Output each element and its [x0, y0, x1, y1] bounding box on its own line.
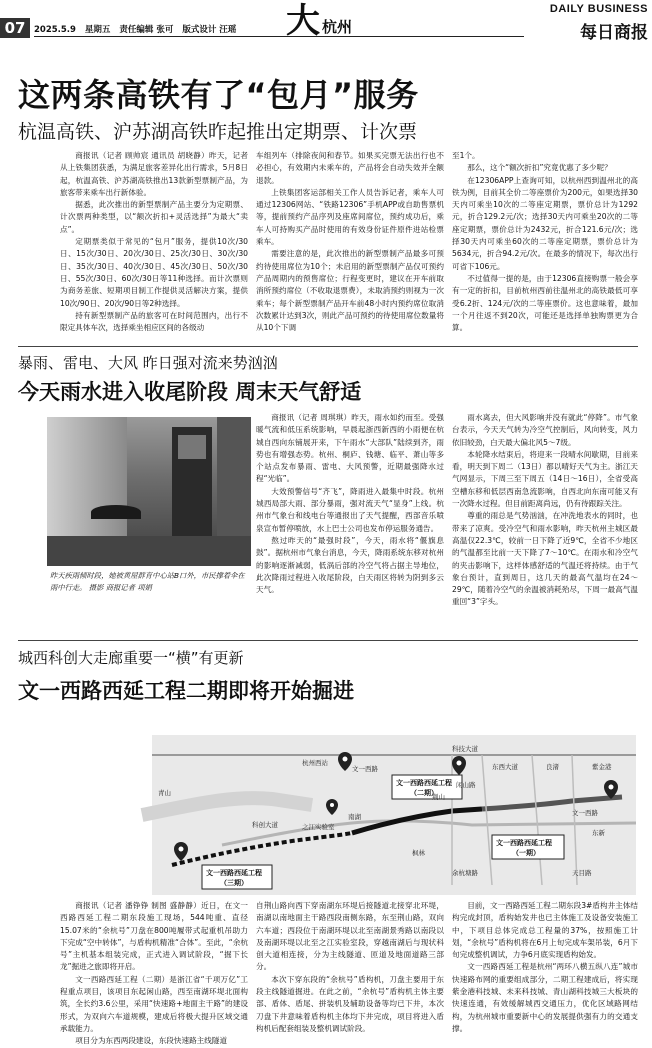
article3-col1	[60, 900, 248, 1046]
map-place-label: 东新	[592, 829, 605, 837]
paper-name-en: DAILY BUSINESS	[549, 3, 648, 15]
paragraph: 车组列车（排除夜间和春节。如果买完票无法出行也不必担心，有效期内未乘车的，产品将会自动失效并全额退款。	[256, 151, 444, 185]
map-road-label: 天目路	[572, 869, 592, 877]
map-place-label: 枫林	[412, 849, 425, 857]
map-place-label: 荆山	[432, 793, 445, 801]
map-road-label: 闲山路	[456, 781, 476, 789]
paragraph: 目前，文一西路西延工程二期东段3#盾构井主体结构完成封顶，盾构始发井也已主体施工及设备安装施工中，下项目总体完成总工程量的37%，按照施工计划，“余杭号”盾构机将在6月上旬完成车架吊装，6月下旬完成整机调试，力争6月底实现盾构始发。	[452, 901, 638, 960]
station-sign-shape	[172, 427, 212, 547]
map-road-label: 东西大道	[492, 763, 518, 771]
map-place-label: 杭州西站	[302, 759, 328, 767]
map-place-label: 良渚	[546, 763, 559, 771]
map-place-label: 之江实验室	[302, 823, 335, 831]
map-place-label: 青山	[158, 789, 171, 797]
paragraph: 上铁集团客运部相关工作人员告诉记者，乘车人可通过12306网站、“铁路12306”手机APP或自助售票机等，提前预约产品序列及座席间席位，预约成功后，乘车人可持购买产品时使用的有效身份证件原件进站检票乘车。	[256, 187, 444, 247]
paragraph: 商报讯（记者 顾帅宸 通讯员 胡晓静）昨天，记者从上铁集团获悉，为满足旅客差异化出行需求，5月8日起，杭温高铁、沪苏湖高铁推出13款新型票制产品，为旅客带来乘车出行新体验。	[60, 151, 248, 197]
paragraph: 那么，这个“额次折扣”究竟优惠了多少呢？	[467, 163, 612, 173]
section-city: 杭州	[322, 18, 353, 36]
article2-col1	[256, 412, 444, 632]
paper-name-cn: 每日商报	[580, 23, 648, 43]
section-divider	[18, 640, 638, 641]
umbrella-shape	[91, 505, 141, 519]
article2-title: 今天雨水进入收尾阶段 周末天气舒适	[18, 380, 362, 404]
wet-ground-shape	[47, 536, 251, 566]
map-place-label: 紫金港	[592, 763, 612, 771]
phase2-label-line1: 文一西路西延工程	[396, 779, 452, 787]
paragraph: 持有新型票制产品的旅客可在时间范围内，出行不限定具体车次，选择乘坐相应区间的各级动	[60, 310, 248, 333]
phase3-label-line2: （三期）	[220, 879, 248, 887]
phase1-label-line1: 文一西路西延工程	[496, 839, 552, 847]
weekday: 星期五	[84, 25, 111, 35]
article1-col3	[452, 150, 638, 340]
page-number: 07	[0, 18, 30, 38]
map-road-label: 科技大道	[452, 745, 478, 753]
article1-col2	[256, 150, 444, 340]
map-place-label: 南湖	[348, 813, 361, 821]
phase1-label-line2: （一期）	[512, 849, 540, 857]
paragraph: 文一西路西延工程是杭州“两环八横五纵八连”城市快速路布网的重要组成部分，二期工程建成后，将实现紫金港科技城、未来科技城、青山湖科技城三大板块的快速连通，有效缓解城西交通压力，优化区域路网结构，为杭州城市重要新中心的发展提供强有力的交通支撑。	[452, 962, 638, 1033]
paragraph: 自荆山路向西下穿南湖东环堤后接隧道北接穿北环堤，南湖以南地面主干路西段南侧东路，东至荆山路，双向六车道；西段位于南湖环堤以北至南湖景秀路以南段以及南湖环堤以北至之江实验室段，穿越南湖后与现状科创大道相连接，分为主线隧道、匝道及地面道路三部分。	[256, 901, 444, 972]
map-road-label: 科创大道	[252, 821, 278, 829]
article3-title: 文一西路西延工程二期即将开始掘进	[18, 679, 354, 703]
paragraph: 商报讯（记者 周琪琪）昨天，雨水如约而至。受强暖气流和低压系统影响，早晨起浙西新西的小雨便在杭城自西向东铺展开来，下午雨水“大部队”陆续到齐，雨势也有增强态势。杭州、桐庐、钱塘、临平、萧山等多个站点发布暴雨、雷电、大风预警，近期最强降水过程“光临”。	[256, 413, 444, 484]
paragraph: 据悉，此次推出的新型票制产品主要分为定期票、计次票两种类型，以“额次折扣+灵活选择”为最大“卖点”。	[60, 200, 248, 234]
route-map-svg	[152, 735, 636, 895]
paragraph: 项目分为东西两段建设，东段快速路主线隧道	[75, 1036, 228, 1046]
masthead-char: 大	[286, 1, 320, 41]
article3-kicker: 城西科创大走廊重要一“横”有更新	[18, 649, 244, 667]
paragraph: 需要注意的是，此次推出的新型票制产品最多可预约待使用席位为10个；未启用的新型票制产品仅可预约产品周期内的预售席位；行程变更时，建议在开车前取消所预约席位（不收取退票费），未取消预约则视为一次乘车；每个新型票制产品开车前48小时内预约席位取消次数累计达到3次，则此产品可预约的待使用席位数量将从10个下调	[256, 249, 444, 333]
paragraph: 不过值得一提的是，由于12306直接购票一般会享有一定的折扣，目前杭州西前往温州北的高铁最低可享受6.2折、124元/次的二等座票价。这也意味着，最加一个月往返不到20次，可能还是选择单独购票更为合算。	[452, 273, 638, 333]
phase2-label-line2: （二期）	[410, 789, 438, 797]
issue-date: 2025.5.9	[34, 25, 76, 35]
paragraph: 本次下穿东段的“余杭号”盾构机，刀盘主要用于东段主线隧道掘进。在此之前，“余杭号”盾构机主体主要部、盾体、盾尾、拼装机及辅助设备等均已下井，本次刀盘下井意味着盾构机主体均下井完成，项目将进入盾构机后配套组装及整机调试阶段。	[256, 974, 444, 1033]
designer-credit: 版式设计 汪瑶	[182, 25, 237, 35]
section-divider	[18, 346, 638, 347]
article3-col2	[256, 900, 444, 1033]
article1-subtitle: 杭温高铁、沪苏湖高铁昨起推出定期票、计次票	[18, 121, 418, 143]
article3-col3	[452, 900, 638, 1033]
photo-caption: 昨天疾雨倾时段，她被黄屋群育中心站B口外，市民撑着伞在雨中行走。 摄影 商报记者 项娟	[50, 571, 245, 592]
header-rule	[34, 36, 524, 37]
map-road-label: 文一西路	[572, 809, 598, 817]
page-header	[0, 0, 652, 46]
map-road-label: 余杭塘路	[452, 869, 478, 877]
article1-col1	[60, 150, 248, 340]
paragraph: 雨水离去，但大风影响并没有就此“停降”。市气象台表示，今天天气转为冷空气控制后，风向转变，风力依旧较劲，白天最大偏北风5～7级。	[452, 413, 638, 447]
article1-title: 这两条高铁有了“包月”服务	[18, 76, 419, 114]
paragraph: 文一西路西延工程（二期）是浙江省“千项万亿”工程重点项目，该项目东起闲山路，西至南湖环堤北面构筑，全长约3.6公里，采用“快速路+地面主干路”的建设形式，为双向六车道规模，建成后将极大提升区域交通承载能力。	[60, 974, 248, 1033]
article2-kicker: 暴雨、雷电、大风 昨日强对流来势汹汹	[18, 354, 278, 372]
paragraph: 在12306APP上查询可知，以杭州西到温州北的高铁为例，目前其全价二等座票价为200元，如果选择30天内可乘坐10次的二等座定期票，票价总计为1292元，折合129.2元/次；选择30天内可乘坐20次的二等座定期票，票价总计为2432元，折合121.6元/次；选择30天内可乘坐60次的二等座定期票，票价总计为5634元，折合94.2元/次。在最多的情况下，每次出行可省下106元。	[452, 175, 638, 271]
paragraph: 尊重的雨总是气势汹汹，在冲洗地表水的同时，也带来了凉爽。受冷空气和雨水影响，昨天杭州主城区最高温仅22.3℃，较前一日下降了近9℃，全省不少地区的气温都至比前一天下降了7～10℃。在雨水和冷空气的夹击影响下，这样体感舒适的气温还将持续。由于气象台预计，直到周日，这几天的最高气温均在24～29℃，随着冷空气的余温被消耗殆尽，下周一最高气温重回“3”字头。	[452, 511, 638, 607]
article2-col2	[452, 412, 638, 632]
phase3-label-line1: 文一西路西延工程	[206, 869, 262, 877]
header-meta	[34, 23, 242, 35]
route-map	[152, 735, 636, 895]
paragraph: 至1个。	[452, 151, 480, 160]
paragraph: 商报讯（记者 潘铮铮 制图 盛静静）近日，在文一西路西延工程二期东段施工现场，544吨重、直径15.07米的“余杭号”刀盘在800吨履带式起重机吊助力下完成“空中转体”，与盾构机精准“合体”。至此，“余杭号”主机基本组装完成，正式进入调试阶段，“掘下长龙”掘进之旅即将开启。	[60, 901, 248, 972]
map-road-label: 文一西路	[352, 765, 378, 773]
paragraph: 大效预警信号“齐飞”，降雨进入最集中时段。杭州城西局部大雨、部分暴雨，强对流天气“显身”上线。杭州市气象台和线电台等通报出了天气提醒，西部音乐喷泉宣布暂停喷放，水上巴士公司也发布停运服务通告。	[256, 486, 444, 533]
editor-credit: 责任编辑 张可	[119, 25, 174, 35]
rain-photo	[47, 417, 251, 566]
paragraph: 定期票类似于常见的“包月”服务，提供10次/30日、15次/30日、20次/30日、25次/30日、30次/30日、35次/30日、40次/30日、45次/30日、50次/30日、55次/30日、60次/30日等11种选择。而计次票则为商务差旅、短期项目制工作提供灵活解决方案，提供10次/90日、20次/90日等2种选择。	[60, 237, 248, 308]
paragraph: 熬过昨天的“最强时段”，今天，雨水将“偃旗息鼓”。据杭州市气象台消息，今天，降雨系统东移对杭州的影响逐渐减弱，低涡后部的冷空气将占据主导地位，此次降雨过程进入收尾阶段，白天雨区将转为阴到多云天气。	[256, 535, 444, 595]
paragraph: 本轮降水结束后，将迎来一段晴水间歇期，目前来看，明天到下周二（13日）都以晴好天气为主。浙江天气网显示，下周三至下周五（14日～16日），全省受高空槽东移和低层西南急流影响，自西北向东南可能又有一次降水过程。但目前距离尚远，仍有待跟踪关注。	[452, 449, 638, 509]
